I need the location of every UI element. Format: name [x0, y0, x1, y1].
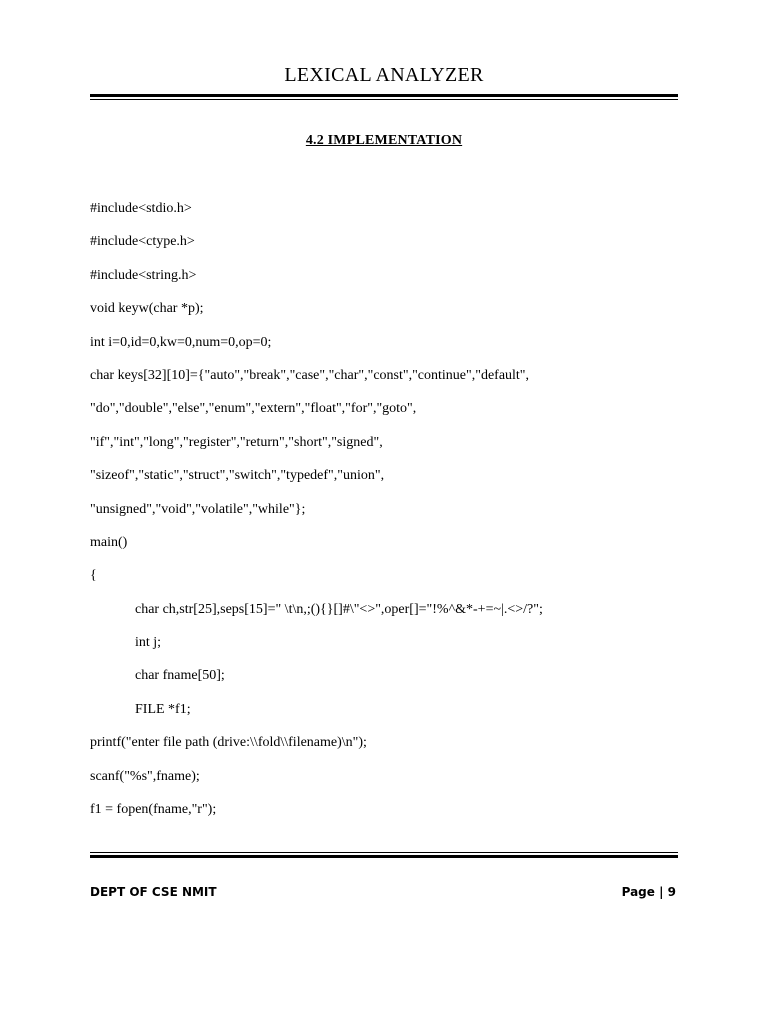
code-line: #include<stdio.h>	[90, 201, 192, 216]
code-line: char keys[32][10]={"auto","break","case","char","const","continue","default",	[90, 367, 530, 383]
code-line: int i=0,id=0,kw=0,num=0,op=0;	[90, 334, 272, 350]
code-line: char fname[50];	[135, 668, 225, 684]
code-line: {	[90, 568, 97, 584]
page-header-title: LEXICAL ANALYZER	[284, 64, 484, 86]
code-line: "if","int","long","register","return","short","signed",	[90, 434, 383, 450]
header-rule-thick	[90, 94, 678, 97]
code-line: FILE *f1;	[135, 701, 191, 717]
footer-page-number: Page | 9	[621, 885, 676, 899]
header-rule-thin	[90, 99, 678, 100]
footer-rule-thick	[90, 855, 678, 858]
footer-rule-thin	[90, 852, 678, 853]
code-line: scanf("%s",fname);	[90, 768, 200, 784]
footer-department: DEPT OF CSE NMIT	[90, 885, 217, 899]
code-line: #include<string.h>	[90, 267, 197, 283]
code-line: printf("enter file path (drive:\\fold\\filename)\n");	[90, 735, 367, 751]
code-line: "do","double","else","enum","extern","float","for","goto",	[90, 401, 417, 417]
code-line: void keyw(char *p);	[90, 301, 204, 317]
section-heading: 4.2 IMPLEMENTATION	[305, 133, 463, 148]
code-line: f1 = fopen(fname,"r");	[90, 802, 217, 818]
code-block	[90, 199, 690, 833]
code-line: #include<ctype.h>	[90, 234, 195, 250]
code-line: "sizeof","static","struct","switch","typedef","union",	[90, 468, 385, 484]
code-line: char ch,str[25],seps[15]=" \t\n,;(){}[]#\"<>",oper[]="!%^&*-+=~|.<>/?";	[135, 601, 543, 617]
code-line: int j;	[135, 635, 162, 651]
code-line: main()	[90, 534, 128, 550]
code-line: "unsigned","void","volatile","while"};	[90, 501, 306, 517]
